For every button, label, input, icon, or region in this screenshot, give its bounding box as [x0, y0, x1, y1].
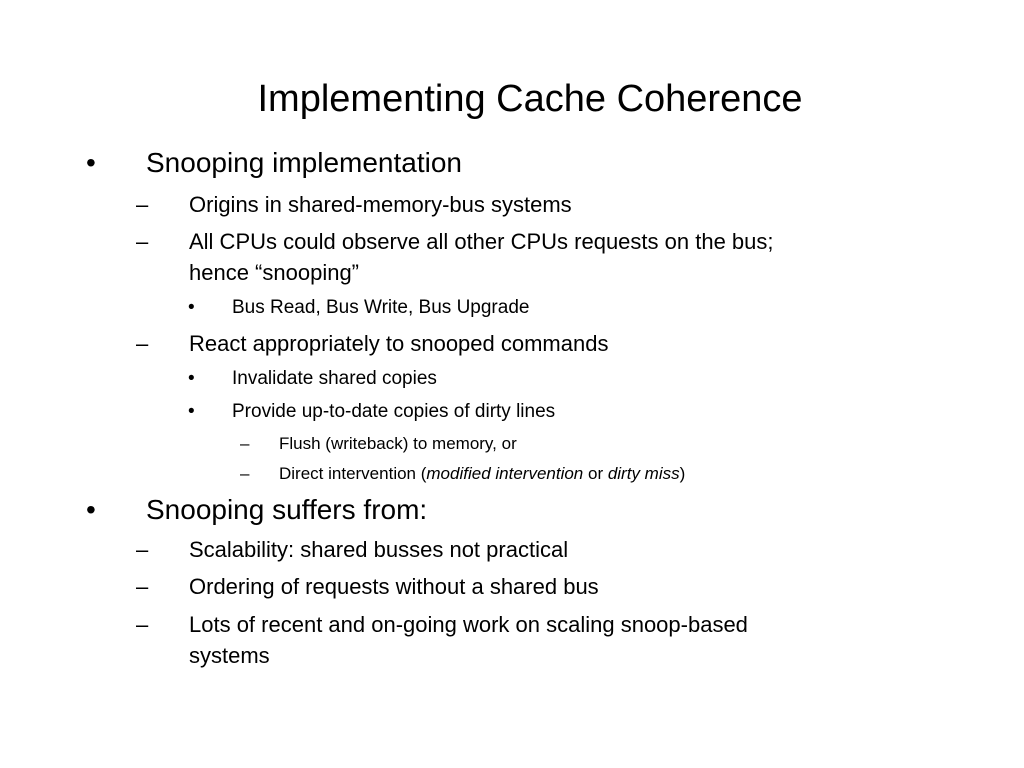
subbullet-text-line2: hence “snooping”: [189, 260, 360, 285]
subbullet-text-line1: All CPUs could observe all other CPUs requests on the bus;: [189, 229, 774, 254]
bullet-marker: •: [188, 297, 195, 318]
bullet-marker: •: [86, 494, 96, 525]
dash-marker: –: [136, 574, 149, 599]
subbullet-text: Ordering of requests without a shared bus: [189, 574, 599, 599]
subbullet-text-line1: Lots of recent and on-going work on scaling snoop-based: [189, 612, 748, 637]
dash-marker: –: [136, 612, 149, 637]
slide-title: Implementing Cache Coherence: [257, 78, 803, 120]
italic-term-dirty-miss: dirty miss: [607, 464, 680, 483]
subbullet-text: Scalability: shared busses not practical: [189, 537, 569, 562]
dash-marker: –: [136, 192, 149, 217]
subbullet-text-line2: systems: [189, 643, 270, 668]
dash-marker: –: [136, 229, 149, 254]
bullet-text: Snooping implementation: [146, 147, 462, 178]
dash-marker: –: [240, 434, 250, 453]
bullet-text: Snooping suffers from:: [146, 494, 428, 525]
text-segment: or: [583, 464, 608, 483]
subsubbullet-text: Invalidate shared copies: [232, 368, 437, 389]
dash-marker: –: [240, 464, 250, 483]
dash-marker: –: [136, 537, 149, 562]
text-segment: Direct intervention (: [279, 464, 427, 483]
italic-term-modified-intervention: modified intervention: [426, 464, 584, 483]
subbullet-text: React appropriately to snooped commands: [189, 331, 609, 356]
subsubbullet-text: Bus Read, Bus Write, Bus Upgrade: [232, 297, 530, 318]
subbullet-text: Origins in shared-memory-bus systems: [189, 192, 572, 217]
subsubbullet-text: Provide up-to-date copies of dirty lines: [232, 401, 556, 422]
bullet-marker: •: [188, 368, 195, 389]
dash-marker: –: [136, 331, 149, 356]
text-segment: ): [679, 464, 686, 483]
level4-text: [279, 463, 685, 485]
bullet-marker: •: [188, 401, 195, 422]
level4-text: Flush (writeback) to memory, or: [279, 434, 517, 453]
bullet-marker: •: [86, 147, 96, 178]
